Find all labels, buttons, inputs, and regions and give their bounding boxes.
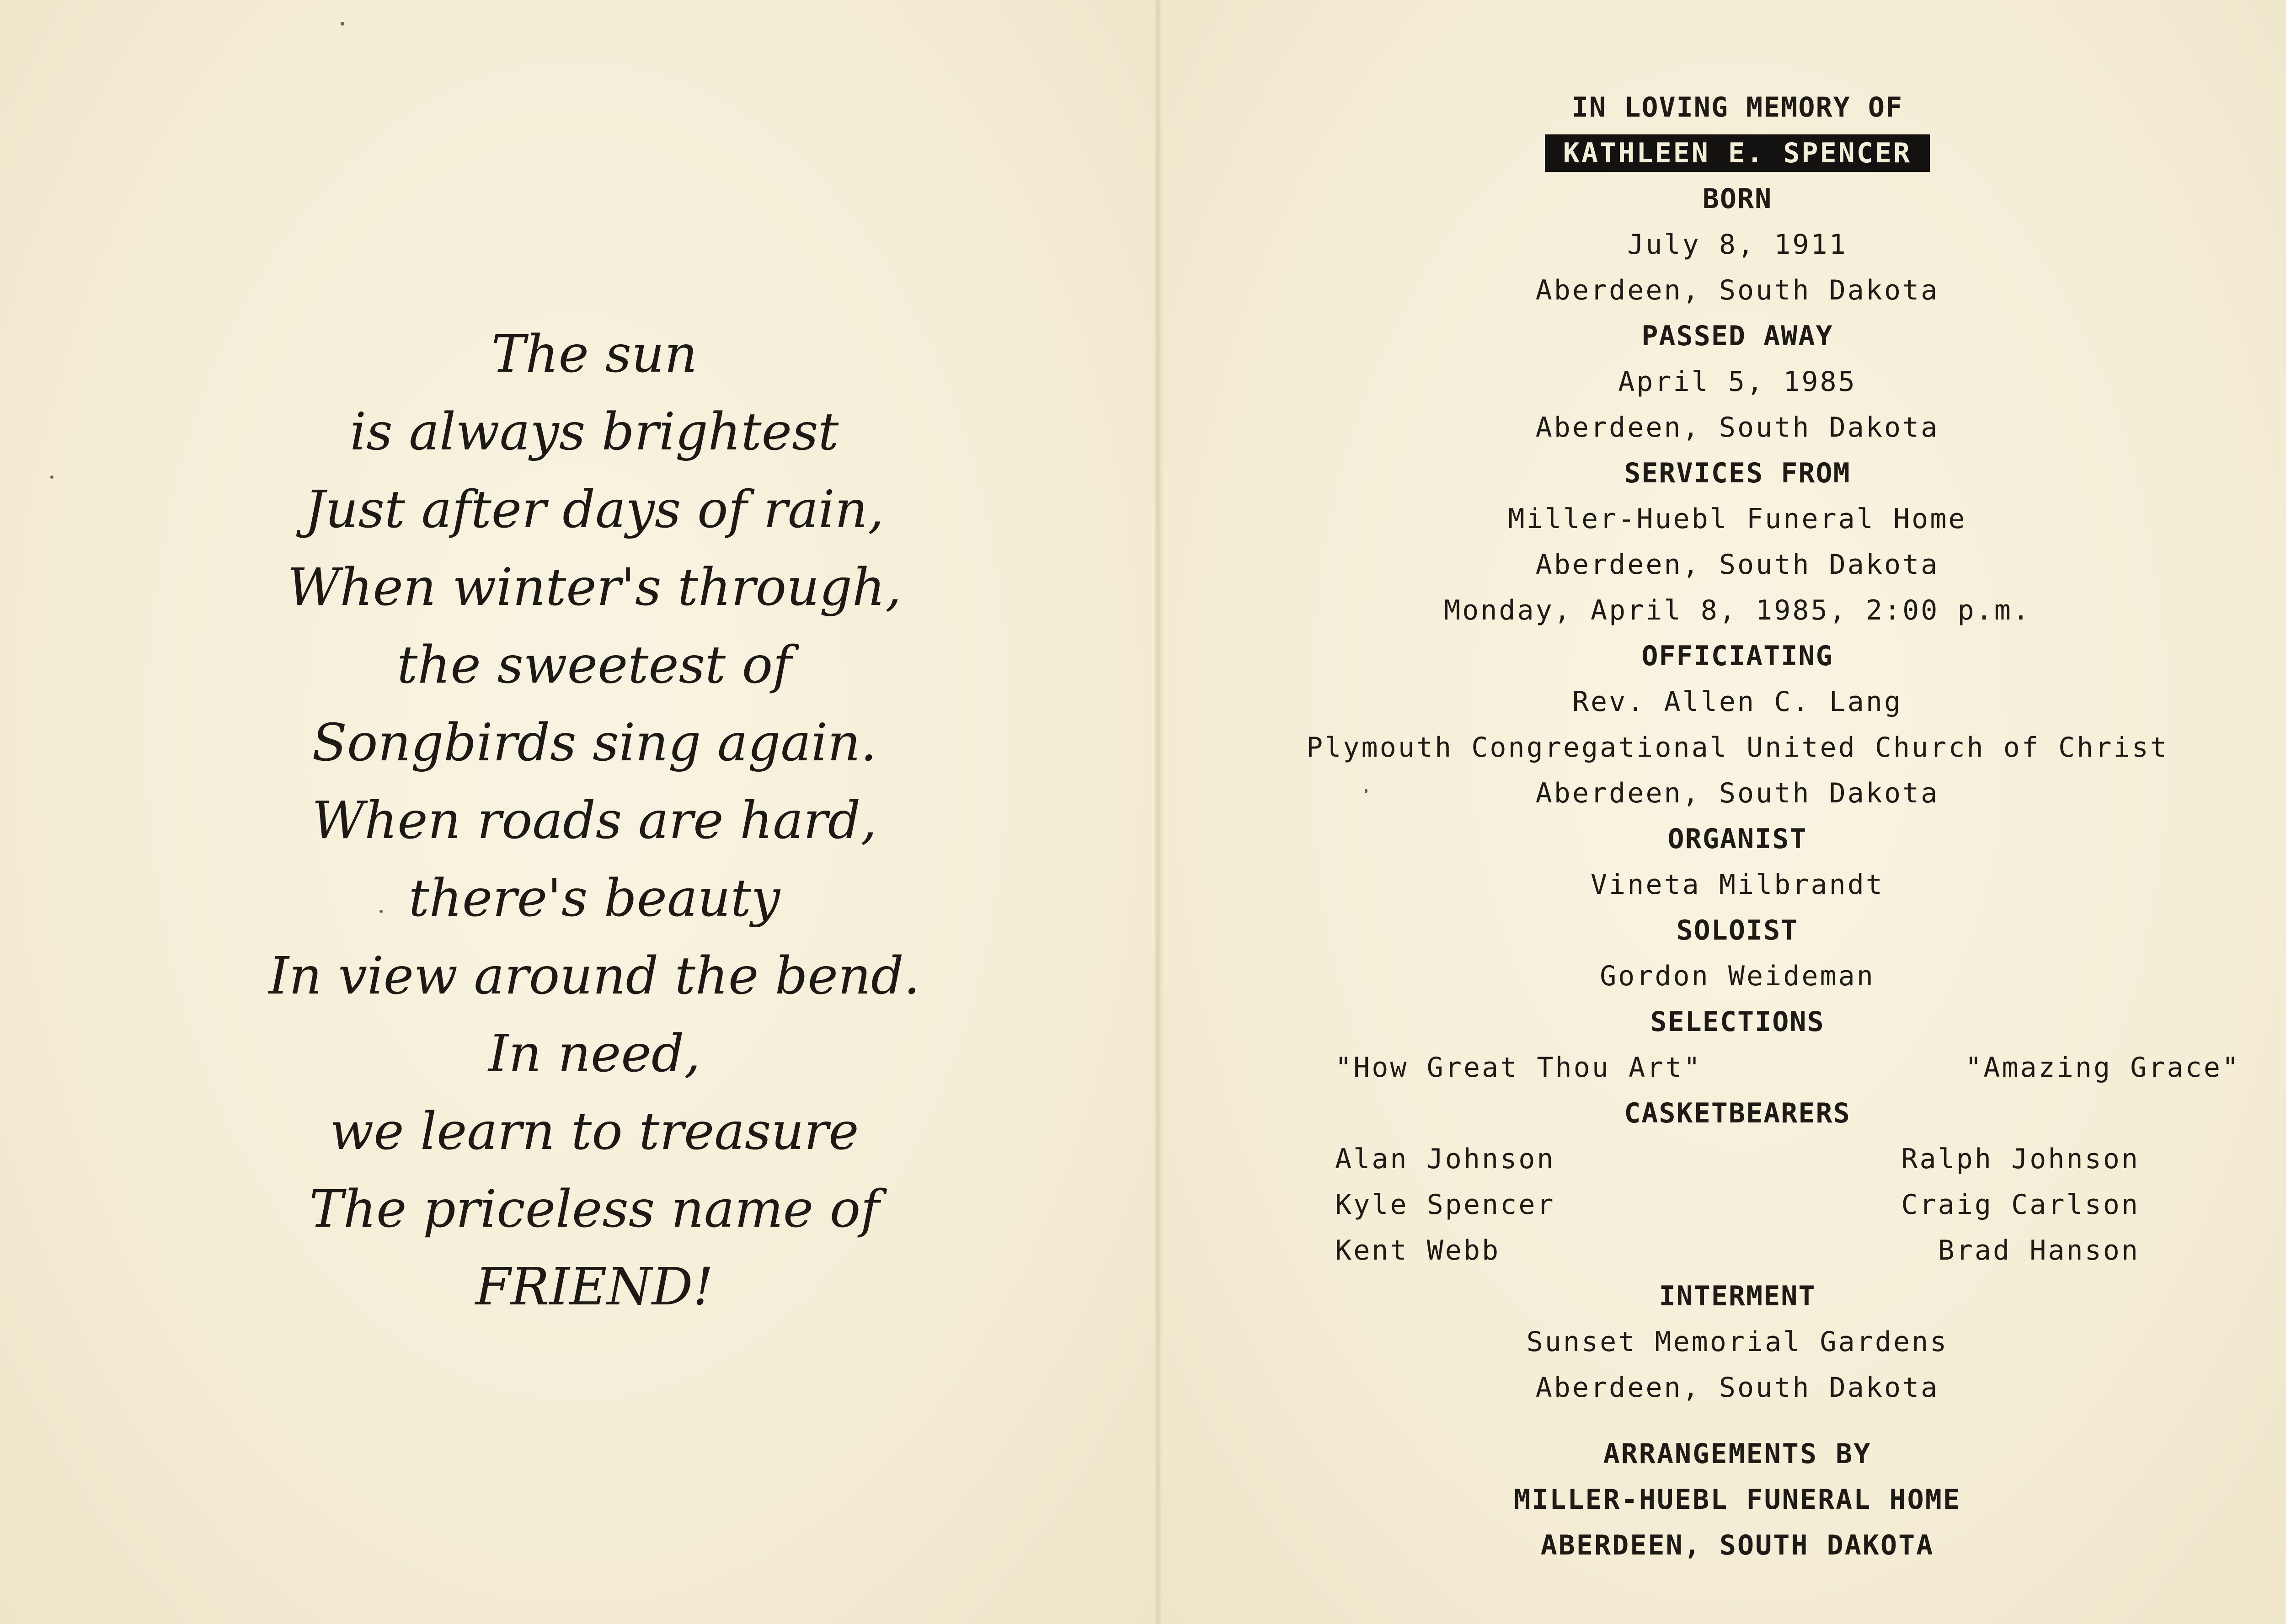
- selection-item: "How Great Thou Art": [1335, 1052, 1702, 1084]
- interment-cemetery: Sunset Memorial Gardens: [1526, 1326, 1949, 1358]
- poem: [137, 315, 1052, 1326]
- born-date: July 8, 1911: [1627, 229, 1848, 261]
- selection-item: "Amazing Grace": [1965, 1052, 2240, 1084]
- services-label: SERVICES FROM: [1624, 457, 1851, 489]
- selections-list: [1198, 1045, 2277, 1090]
- services-place: Aberdeen, South Dakota: [1535, 549, 1939, 581]
- poem-line: there's beauty: [408, 869, 780, 928]
- poem-line: is always brightest: [350, 402, 839, 462]
- casketbearer-name: Kyle Spencer: [1335, 1189, 1555, 1221]
- casketbearers-list: [1198, 1136, 2277, 1273]
- selections-label: SELECTIONS: [1650, 1006, 1825, 1038]
- poem-line: When winter's through,: [287, 558, 902, 617]
- poem-line: The sun: [491, 325, 698, 384]
- casketbearers-left-column: [1198, 1136, 1737, 1273]
- poem-line: Just after days of rain,: [304, 480, 884, 540]
- casketbearer-name: Ralph Johnson: [1901, 1143, 2140, 1175]
- officiating-label: OFFICIATING: [1641, 640, 1833, 672]
- passed-place: Aberdeen, South Dakota: [1535, 411, 1939, 443]
- interment-label: INTERMENT: [1659, 1280, 1816, 1312]
- poem-line: FRIEND!: [475, 1257, 714, 1317]
- casketbearers-right-column: [1737, 1136, 2277, 1273]
- paper-speck: [50, 475, 53, 479]
- arrangements-block: [1198, 1431, 2277, 1568]
- arrangements-line: ABERDEEN, SOUTH DAKOTA: [1540, 1529, 1934, 1561]
- casketbearer-name: Kent Webb: [1335, 1234, 1501, 1266]
- services-venue: Miller-Huebl Funeral Home: [1508, 503, 1967, 535]
- passed-label: PASSED AWAY: [1641, 320, 1833, 352]
- poem-line: When roads are hard,: [312, 791, 877, 850]
- poem-line: The priceless name of: [309, 1180, 880, 1239]
- casketbearer-name: Alan Johnson: [1335, 1143, 1555, 1175]
- born-label: BORN: [1702, 183, 1773, 215]
- officiating-minister: Rev. Allen C. Lang: [1572, 686, 1903, 718]
- soloist-name: Gordon Weideman: [1600, 960, 1875, 992]
- poem-line: In view around the bend.: [268, 946, 920, 1006]
- casketbearers-label: CASKETBEARERS: [1624, 1097, 1851, 1129]
- organist-name: Vineta Milbrandt: [1591, 869, 1884, 901]
- casketbearer-name: Brad Hanson: [1938, 1234, 2140, 1266]
- officiating-place: Aberdeen, South Dakota: [1535, 777, 1939, 809]
- poem-line: In need,: [488, 1024, 700, 1084]
- born-place: Aberdeen, South Dakota: [1535, 274, 1939, 306]
- arrangements-line: ARRANGEMENTS BY: [1603, 1438, 1872, 1470]
- poem-line: the sweetest of: [397, 636, 792, 695]
- service-program: [1198, 85, 2277, 1568]
- casketbearer-name: Craig Carlson: [1901, 1189, 2140, 1221]
- deceased-name: KATHLEEN E. SPENCER: [1545, 134, 1930, 172]
- soloist-label: SOLOIST: [1676, 914, 1799, 946]
- services-datetime: Monday, April 8, 1985, 2:00 p.m.: [1444, 594, 2031, 626]
- paper-speck: [341, 22, 344, 26]
- passed-date: April 5, 1985: [1618, 366, 1857, 398]
- officiating-church: Plymouth Congregational United Church of Christ: [1306, 732, 2168, 764]
- arrangements-line: MILLER-HUEBL FUNERAL HOME: [1513, 1484, 1961, 1516]
- poem-line: we learn to treasure: [330, 1102, 859, 1161]
- organist-label: ORGANIST: [1667, 823, 1807, 855]
- center-fold: [1154, 0, 1164, 1624]
- poem-line: Songbirds sing again.: [312, 713, 877, 773]
- interment-place: Aberdeen, South Dakota: [1535, 1372, 1939, 1404]
- memory-heading: IN LOVING MEMORY OF: [1571, 91, 1903, 123]
